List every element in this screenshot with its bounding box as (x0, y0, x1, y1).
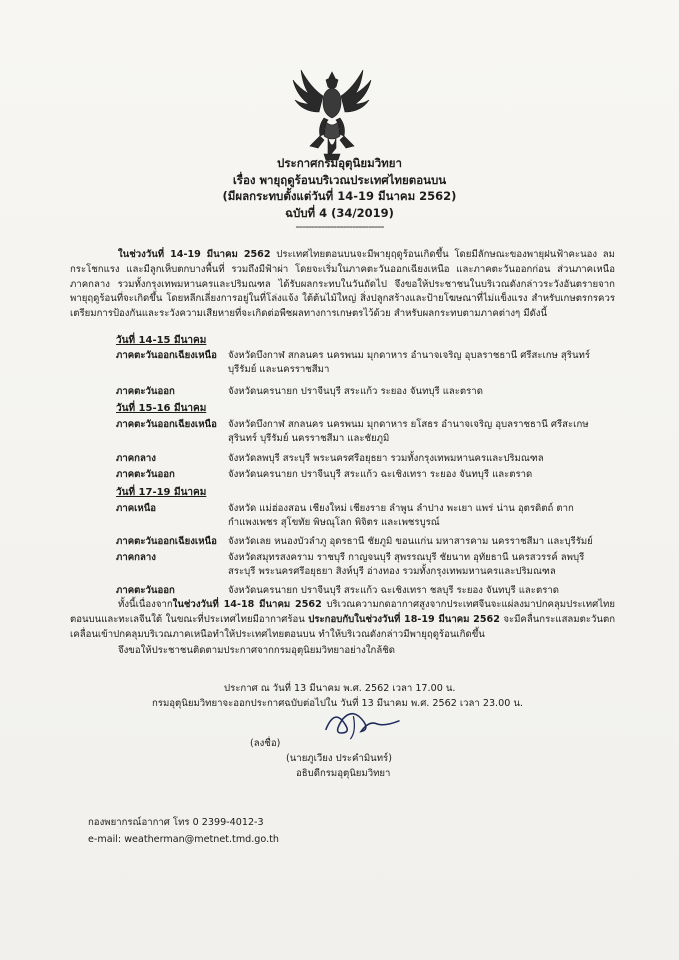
region-label: ภาคตะวันออกเฉียงเหนือ (116, 536, 217, 547)
garuda-emblem-icon (288, 66, 376, 162)
region-label: ภาคกลาง (116, 552, 156, 563)
period-3-row-3 (116, 551, 616, 581)
region-label: ภาคตะวันออก (116, 585, 175, 596)
signed-mark: (ลงชื่อ) (250, 738, 281, 749)
province-list: จังหวัดบึงกาฬ สกลนคร นครพนม มุกดาหาร ยโสธร อำนาจเจริญ อุบลราชธานี ศรีสะเกษ สุรินทร์ บุรีรัมย์ นครราชสีมา และชัยภูมิ (228, 419, 589, 445)
separator-line: ---------------------------- (295, 219, 384, 233)
province-list: จังหวัดลพบุรี สระบุรี พระนครศรีอยุธยา รวมทั้งกรุงเทพมหานครและปริมณฑล (228, 453, 544, 464)
next-issue: กรมอุตุนิยมวิทยาจะออกประกาศฉบับต่อไปใน วันที่ 13 มีนาคม พ.ศ. 2562 เวลา 23.00 น. (152, 698, 523, 709)
intro-paragraph (70, 248, 615, 322)
period-2-heading: วันที่ 15-16 มีนาคม (116, 403, 207, 414)
region-label: ภาคตะวันออกเฉียงเหนือ (116, 350, 217, 361)
signer-title: อธิบดีกรมอุตุนิยมวิทยา (296, 768, 391, 779)
province-list: จังหวัด แม่ฮ่องสอน เชียงใหม่ เชียงราย ลำพูน ลำปาง พะเยา แพร่ น่าน อุตรดิตถ์ ตาก กำแพงเพชร สุโขทัย พิษณุโลก พิจิตร และเพชรบูรณ์ (228, 503, 574, 529)
region-label: ภาคเหนือ (116, 503, 157, 514)
province-list: จังหวัดนครนายก ปราจีนบุรี สระแก้ว ฉะเชิงเทรา ระยอง จันทบุรี และตราด (228, 469, 533, 480)
province-list: จังหวัดนครนายก ปราจีนบุรี สระแก้ว ฉะเชิงเทรา ชลบุรี ระยอง จันทบุรี และตราด (228, 585, 559, 596)
region-label: ภาคตะวันออก (116, 469, 175, 480)
announcement-title-block (150, 155, 529, 231)
signer-name: (นายภูเวียง ประคำมินทร์) (286, 753, 392, 764)
period-2-row-1 (116, 418, 616, 448)
period-1-heading: วันที่ 14-15 มีนาคม (116, 335, 207, 346)
issued-at: ประกาศ ณ วันที่ 13 มีนาคม พ.ศ. 2562 เวลา 17.00 น. (224, 683, 456, 694)
subject-heading: เรื่อง พายุฤดูร้อนบริเวณประเทศไทยตอนบน (232, 172, 447, 187)
contact-phone: กองพยากรณ์อากาศ โทร 0 2399-4012-3 (88, 817, 264, 828)
signature-icon (318, 700, 418, 746)
period-3-row-1 (116, 502, 616, 532)
province-list: จังหวัดนครนายก ปราจีนบุรี สระแก้ว ระยอง จันทบุรี และตราด (228, 386, 483, 397)
region-label: ภาคกลาง (116, 453, 156, 464)
intro-text: ประเทศไทยตอนบนจะมีพายุฤดูร้อนเกิดขึ้น โดยมีลักษณะของพายุฝนฟ้าคะนอง ลมกระโชกแรง และมีลูกเห็บตกบางพื้นที่ รวมถึงมีฟ้าผ่า โดยจะเริ่มในภาคตะวันออกเฉียงเหนือ และภาคตะวันออกก่อน ส่วนภาคเหนือ ภาคกลาง รวมทั้งกรุงเทพมหานครและปริมณฑล ได้รับผลกระทบในวันถัดไป จึงขอให้ประชาชนในบริเวณดังกล่าวระวังอันตรายจากพายุฤดูร้อนที่จะเกิดขึ้น โดยหลีกเลี่ยงการอยู่ในที่โล่งแจ้ง ใต้ต้นไม้ใหญ่ สิ่งปลูกสร้างและป้ายโฆษณาที่ไม่แข็งแรง สำหรับเกษตรกรควรเตรียมการป้องกันและระวังความเสียหายที่จะเกิดต่อพืชผลทางการเกษตรไว้ด้วย สำหรับผลกระทบตามภาคต่างๆ มีดังนี้ (70, 249, 615, 320)
issuer-heading: ประกาศกรมอุตุนิยมวิทยา (277, 156, 402, 170)
issue-number: ฉบับที่ 4 (34/2019) (285, 205, 394, 220)
region-label: ภาคตะวันออก (116, 386, 175, 397)
intro-lead: ในช่วงวันที่ 14-19 มีนาคม 2562 (118, 249, 271, 260)
region-label: ภาคตะวันออกเฉียงเหนือ (116, 419, 217, 430)
effective-period: (มีผลกระทบตั้งแต่วันที่ 14-19 มีนาคม 2562) (222, 189, 457, 203)
contact-email: e-mail: weatherman@metnet.tmd.go.th (88, 834, 279, 845)
period-1-row-1 (116, 349, 616, 379)
period-3-heading: วันที่ 17-19 มีนาคม (116, 487, 207, 498)
closing-paragraph: ทั้งนี้เนื่องจากในช่วงวันที่ 14-18 มีนาคม 2562 บริเวณความกดอากาศสูงจากประเทศจีนจะแผ่ลงมาปกคลุมประเทศไทยตอนบนและทะเลจีนใต้ ในขณะที่ประเทศไทยมีอากาศร้อน ประกอบกับในช่วงวันที่ 18-19 มีนาคม 2562 จะมีคลื่นกระแสลมตะวันตกเคลื่อนเข้าปกคลุมบริเวณภาคเหนือทำให้ประเทศไทยตอนบน ทำให้บริเวณดังกล่าวมีพายุฤดูร้อนเกิดขึ้น (70, 599, 615, 640)
province-list: จังหวัดเลย หนองบัวลำภู อุดรธานี ชัยภูมิ ขอนแก่น มหาสารคาม นครราชสีมา และบุรีรัมย์ (228, 536, 593, 547)
follow-instruction: จึงขอให้ประชาชนติดตามประกาศจากกรมอุตุนิยมวิทยาอย่างใกล้ชิด (118, 645, 395, 656)
province-list: จังหวัดสมุทรสงคราม ราชบุรี กาญจนบุรี สุพรรณบุรี ชัยนาท อุทัยธานี นครสวรรค์ ลพบุรี สระบุรี พระนครศรีอยุธยา สิงห์บุรี อ่างทอง รวมทั้งกรุงเทพมหานครและปริมณฑล (228, 552, 585, 578)
province-list: จังหวัดบึงกาฬ สกลนคร นครพนม มุกดาหาร อำนาจเจริญ อุบลราชธานี ศรีสะเกษ สุรินทร์ บุรีรัมย์ และนครราชสีมา (228, 350, 590, 376)
